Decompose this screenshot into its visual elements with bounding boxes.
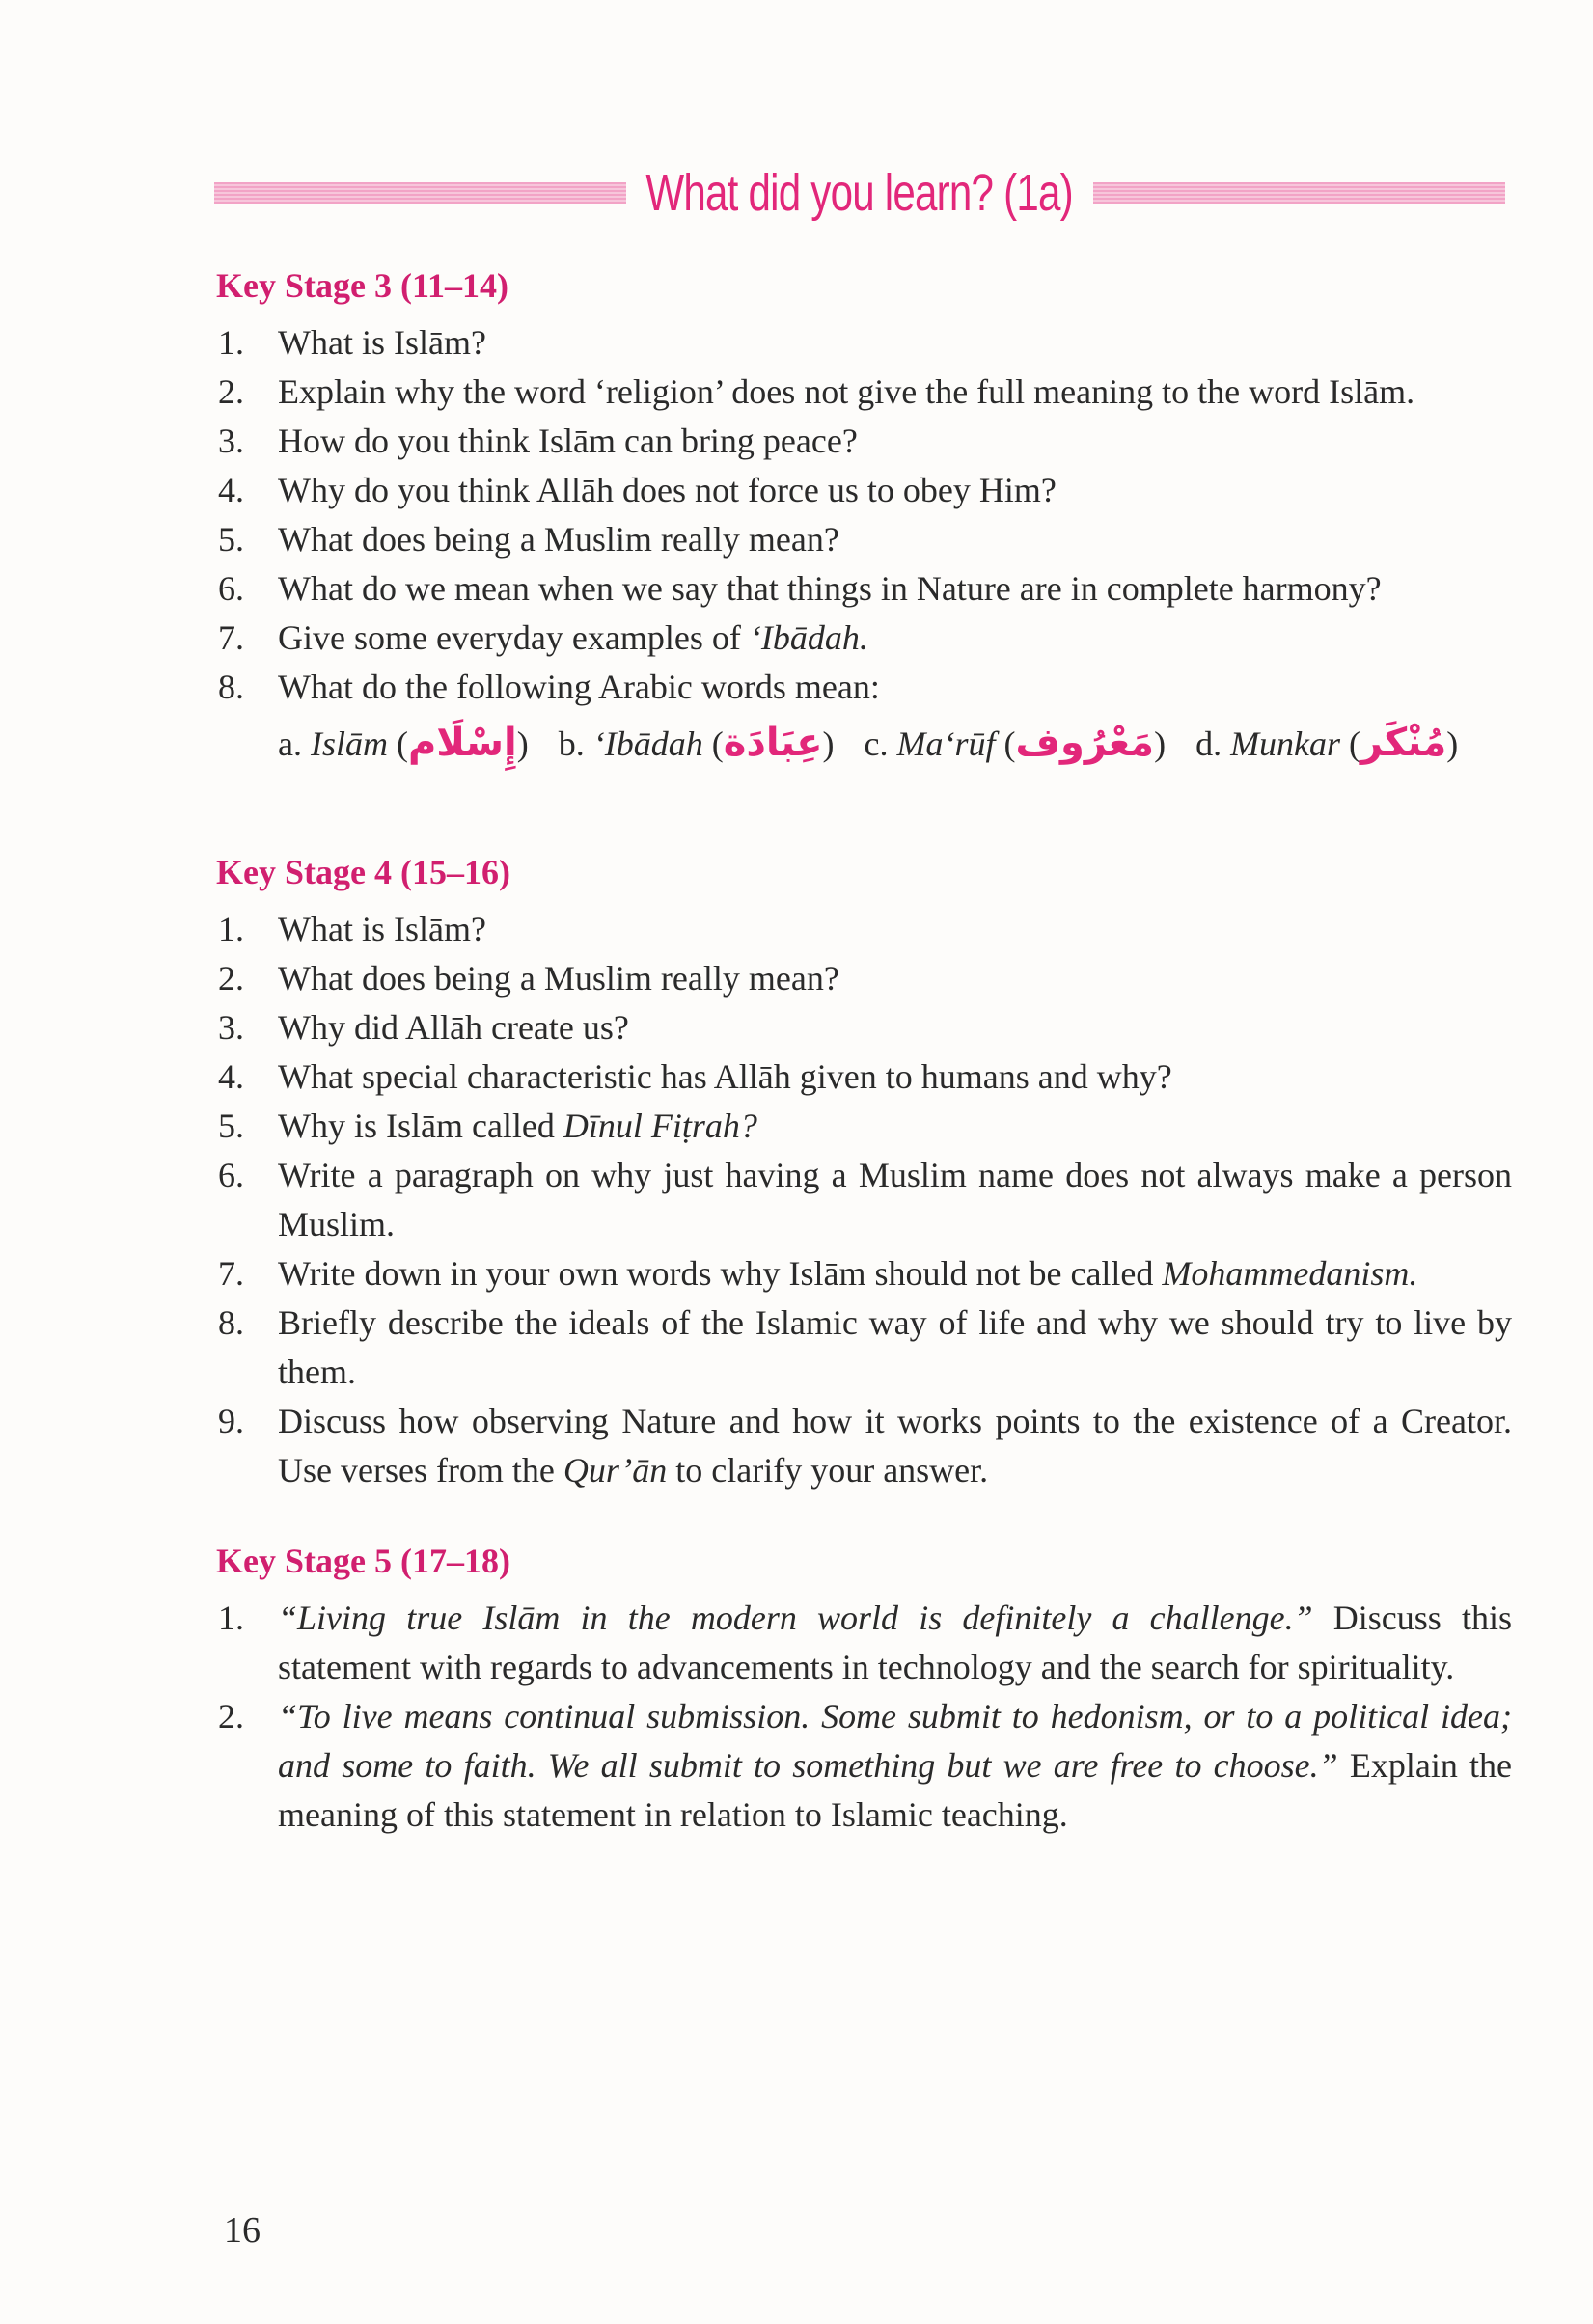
question-item xyxy=(214,1151,1512,1249)
question-number: 2. xyxy=(218,959,244,998)
page-title: What did you learn? (1a) xyxy=(645,164,1074,222)
question-text: What is Islām? xyxy=(278,910,486,948)
title-bar-right xyxy=(1093,182,1505,204)
arabic-word: عِبَادَة xyxy=(723,721,823,765)
stage-heading: Key Stage 4 (15–16) xyxy=(216,853,510,891)
question-item xyxy=(214,368,1512,417)
paren-open: ( xyxy=(1340,725,1361,763)
question-text: Why did Allāh create us? xyxy=(278,1008,629,1047)
question-quote: “To live means continual submission. Some submit to hedonism, or to a political idea; and some to faith. We all submit to something but we are free to choose.” xyxy=(278,1697,1512,1785)
question-text: Explain the meaning of this statement in relation to Islamic teaching. xyxy=(278,1746,1512,1834)
word-term: Munkar xyxy=(1230,725,1341,763)
paren-open: ( xyxy=(995,725,1016,763)
question-text: Discuss how observing Nature and how it works points to the existence of a Creator. Use verses from the xyxy=(278,1402,1512,1490)
question-number: 7. xyxy=(218,1254,244,1293)
key-stage-3-section xyxy=(214,262,1512,775)
question-number: 6. xyxy=(218,1156,244,1194)
question-number: 3. xyxy=(218,1008,244,1047)
question-item xyxy=(214,1299,1512,1397)
question-quote: “Living true Islām in the modern world is definitely a challenge.” xyxy=(278,1599,1313,1637)
question-italic: Dīnul Fiṭrah? xyxy=(563,1107,757,1145)
question-text: Why is Islām called xyxy=(278,1107,563,1145)
question-number: 8. xyxy=(218,668,244,706)
question-text: What do we mean when we say that things in Nature are in complete harmony? xyxy=(278,569,1382,608)
question-text: Discuss this statement with regards to advancements in technology and the search for spirituality. xyxy=(278,1599,1512,1686)
question-text: Write down in your own words why Islām should not be called xyxy=(278,1254,1163,1293)
question-item xyxy=(214,466,1512,515)
paren-close: ) xyxy=(516,725,529,763)
question-number: 3. xyxy=(218,422,244,460)
paren-open: ( xyxy=(702,725,724,763)
question-text: What does being a Muslim really mean? xyxy=(278,959,839,998)
question-number: 2. xyxy=(218,1697,244,1736)
question-item xyxy=(214,1692,1512,1840)
title-band xyxy=(214,154,1505,232)
question-number: 8. xyxy=(218,1303,244,1342)
question-italic: Mohammedanism. xyxy=(1162,1254,1418,1293)
question-item xyxy=(214,417,1512,466)
question-number: 1. xyxy=(218,323,244,362)
question-text: Write a paragraph on why just having a Muslim name does not always make a person Muslim. xyxy=(278,1156,1512,1244)
question-number: 6. xyxy=(218,569,244,608)
page-number: 16 xyxy=(224,2210,261,2251)
arabic-word: إِسْلَام xyxy=(407,721,517,765)
question-number: 7. xyxy=(218,618,244,657)
question-item xyxy=(214,1003,1512,1053)
question-item xyxy=(214,1102,1512,1151)
question-item xyxy=(214,1249,1512,1299)
word-term: Islām xyxy=(310,725,388,763)
question-item xyxy=(214,318,1512,368)
question-text: How do you think Islām can bring peace? xyxy=(278,422,858,460)
question-number: 1. xyxy=(218,1599,244,1637)
word-term: ‘Ibādah xyxy=(592,725,703,763)
question-number: 4. xyxy=(218,471,244,509)
question-text: What special characteristic has Allāh given to humans and why? xyxy=(278,1057,1172,1096)
question-item xyxy=(214,905,1512,954)
question-item xyxy=(214,614,1512,663)
question-text: Briefly describe the ideals of the Islamic way of life and why we should try to live by them. xyxy=(278,1303,1512,1391)
question-number: 9. xyxy=(218,1402,244,1440)
question-text: Explain why the word ‘religion’ does not give the full meaning to the word Islām. xyxy=(278,372,1415,411)
question-text: What do the following Arabic words mean: xyxy=(278,668,880,706)
question-number: 2. xyxy=(218,372,244,411)
question-number: 4. xyxy=(218,1057,244,1096)
question-italic: ‘Ibādah. xyxy=(749,618,868,657)
question-item xyxy=(214,515,1512,564)
question-item xyxy=(214,1594,1512,1692)
arabic-words-row xyxy=(214,712,1512,775)
paren-close: ) xyxy=(822,725,835,763)
key-stage-5-section xyxy=(214,1538,1512,1840)
question-number: 1. xyxy=(218,910,244,948)
question-text: What is Islām? xyxy=(278,323,486,362)
question-italic: Qur’ān xyxy=(563,1451,668,1490)
word-label: b. xyxy=(558,725,593,763)
paren-close: ) xyxy=(1154,725,1167,763)
arabic-word: مَعْرُوف xyxy=(1015,721,1155,765)
arabic-word: مُنْكَر xyxy=(1360,721,1447,765)
question-text: What does being a Muslim really mean? xyxy=(278,520,839,559)
word-label: a. xyxy=(278,725,311,763)
stage-heading: Key Stage 3 (11–14) xyxy=(216,266,508,305)
word-label: d. xyxy=(1195,725,1231,763)
word-label: c. xyxy=(864,725,897,763)
question-item xyxy=(214,954,1512,1003)
question-number: 5. xyxy=(218,1107,244,1145)
question-number: 5. xyxy=(218,520,244,559)
question-text: Why do you think Allāh does not force us to obey Him? xyxy=(278,471,1057,509)
question-item xyxy=(214,564,1512,614)
title-bar-left xyxy=(214,182,626,204)
question-text: Give some everyday examples of xyxy=(278,618,750,657)
question-item xyxy=(214,663,1512,712)
word-term: Ma‘rūf xyxy=(896,725,996,763)
question-text-end: to clarify your answer. xyxy=(667,1451,989,1490)
paren-close: ) xyxy=(1446,725,1459,763)
question-item xyxy=(214,1053,1512,1102)
question-item xyxy=(214,1397,1512,1495)
stage-heading: Key Stage 5 (17–18) xyxy=(216,1542,510,1580)
key-stage-4-section xyxy=(214,849,1512,1495)
paren-open: ( xyxy=(387,725,408,763)
